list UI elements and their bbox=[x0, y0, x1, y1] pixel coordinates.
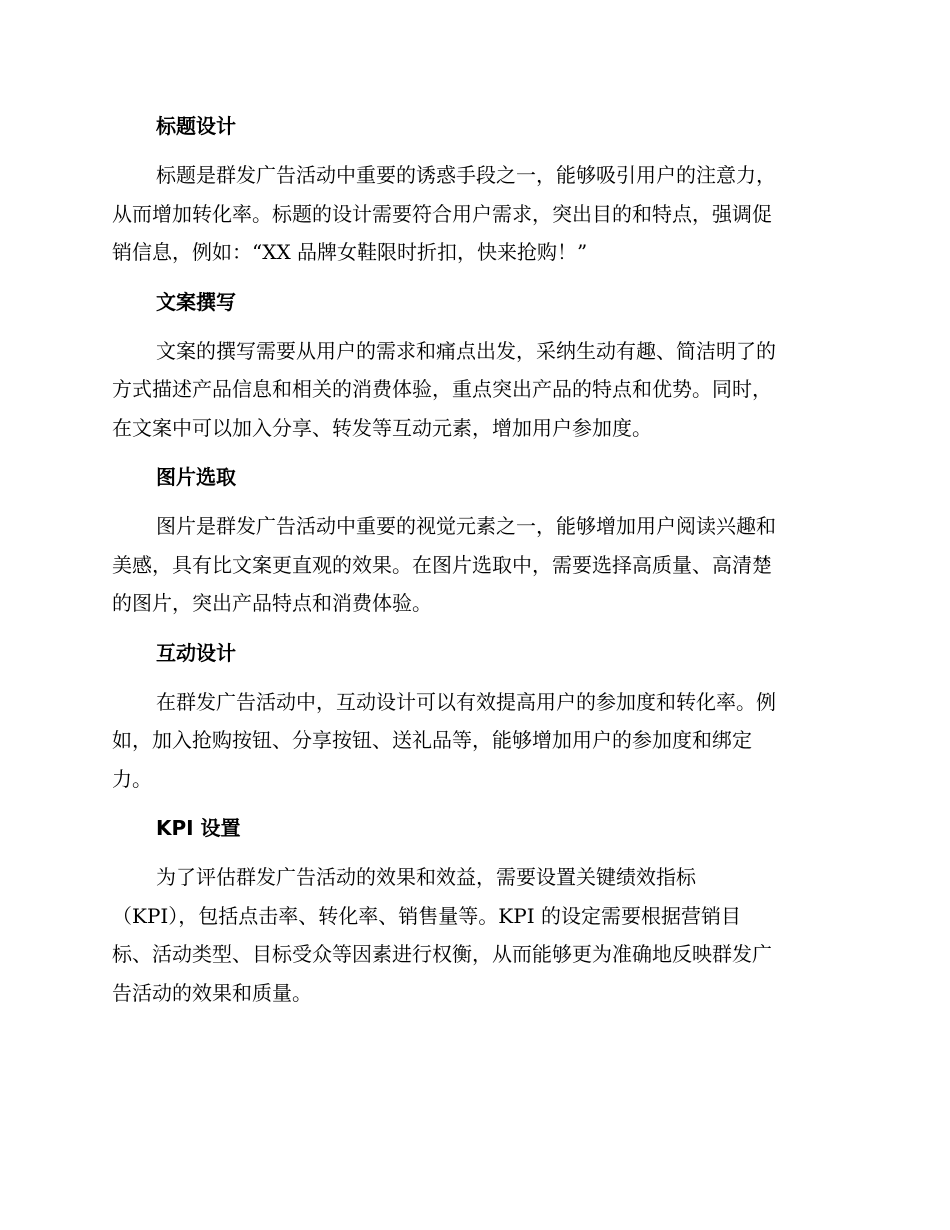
section-paragraph bbox=[112, 683, 834, 799]
paragraph-line: 销信息，例如：“XX 品牌女鞋限时折扣，快来抢购！” bbox=[112, 240, 588, 264]
section-kpi-settings bbox=[112, 808, 834, 1012]
paragraph-line: 在群发广告活动中，互动设计可以有效提高用户的参加度和转化率。例 bbox=[156, 689, 776, 714]
paragraph-line: 文案的撰写需要从用户的需求和痛点出发，采纳生动有趣、简洁明了的 bbox=[156, 338, 776, 363]
section-copywriting bbox=[112, 282, 834, 448]
section-paragraph bbox=[112, 156, 834, 272]
section-heading: 标题设计 bbox=[156, 114, 236, 138]
section-heading: KPI 设置 bbox=[156, 816, 241, 840]
paragraph-line: 从而增加转化率。标题的设计需要符合用户需求，突出目的和特点，强调促 bbox=[112, 201, 772, 226]
paragraph-line: 标、活动类型、目标受众等因素进行权衡，从而能够更为准确地反映群发广 bbox=[112, 942, 772, 966]
paragraph-line: 为了评估群发广告活动的效果和效益，需要设置关键绩效指标 bbox=[156, 865, 696, 889]
paragraph-line: （KPI），包括点击率、转化率、销售量等。KPI 的设定需要根据营销目 bbox=[112, 903, 741, 928]
paragraph-line: 告活动的效果和质量。 bbox=[112, 980, 312, 1005]
paragraph-line: 在文案中可以加入分享、转发等互动元素，增加用户参加度。 bbox=[112, 415, 652, 440]
paragraph-line: 美感，具有比文案更直观的效果。在图片选取中，需要选择高质量、高清楚 bbox=[112, 552, 772, 577]
section-interaction-design bbox=[112, 633, 834, 799]
section-heading: 文案撰写 bbox=[156, 289, 236, 314]
paragraph-line: 力。 bbox=[112, 766, 152, 791]
section-title-design bbox=[112, 106, 834, 272]
section-paragraph bbox=[112, 332, 834, 448]
section-paragraph bbox=[112, 858, 834, 1012]
paragraph-line: 的图片，突出产品特点和消费体验。 bbox=[112, 591, 432, 615]
paragraph-line: 如，加入抢购按钮、分享按钮、送礼品等，能够增加用户的参加度和绑定 bbox=[112, 728, 752, 752]
paragraph-line: 标题是群发广告活动中重要的诱惑手段之一，能够吸引用户的注意力， bbox=[156, 163, 776, 187]
paragraph-line: 方式描述产品信息和相关的消费体验，重点突出产品的特点和优势。同时， bbox=[112, 377, 772, 401]
section-heading: 图片选取 bbox=[156, 465, 236, 489]
paragraph-line: 图片是群发广告活动中重要的视觉元素之一，能够增加用户阅读兴趣和 bbox=[156, 514, 776, 538]
section-image-selection bbox=[112, 457, 834, 623]
document-page bbox=[112, 106, 834, 1022]
section-paragraph bbox=[112, 507, 834, 623]
section-heading: 互动设计 bbox=[156, 640, 236, 665]
